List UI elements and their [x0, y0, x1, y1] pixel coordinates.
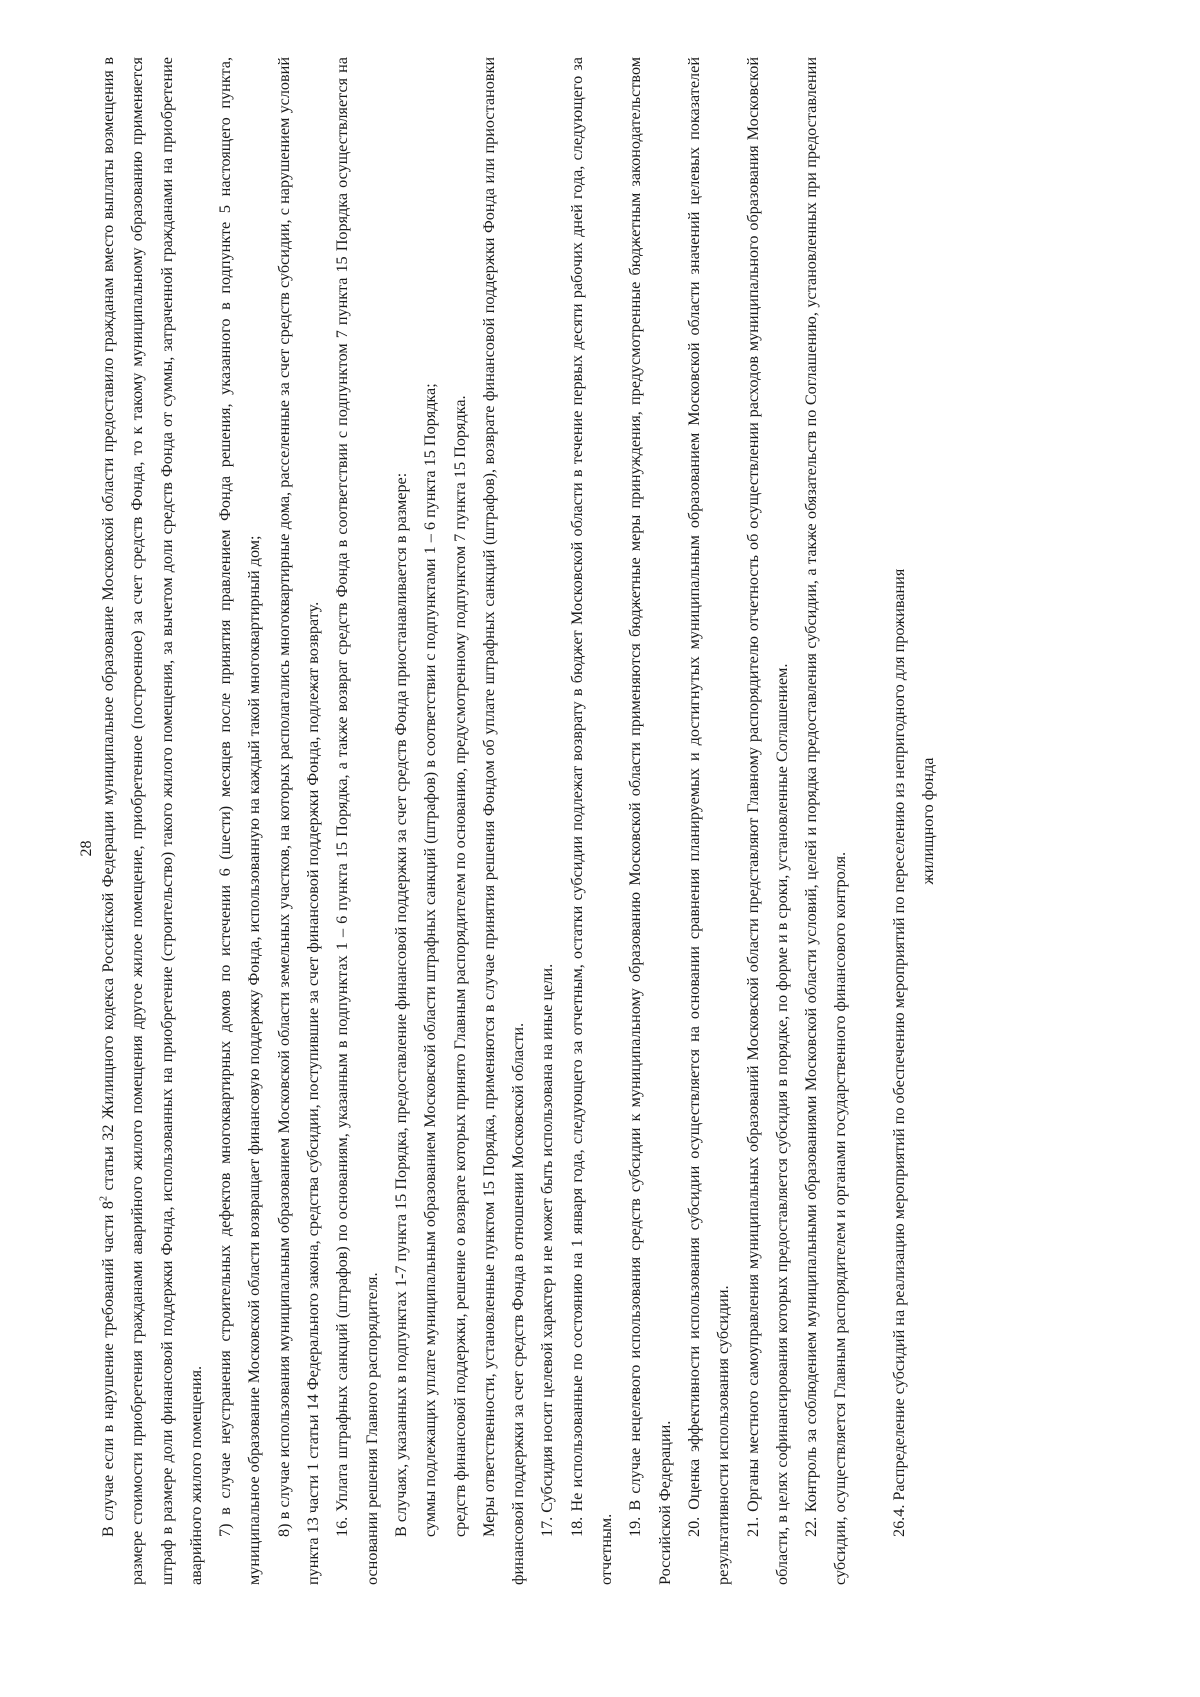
- paragraph-liability-measures: Меры ответственности, установленные пунктом 15 Порядка, применяются в случае принятия решения Фондом об уплате штрафных санкций (штрафов), возврате финансовой поддержки Фонда или приостановки финансовой поддержки за счет средств Фонда в отношении Московской области.: [479, 57, 528, 1585]
- paragraph-16: 16. Уплата штрафных санкций (штрафов) по основаниям, указанным в подпунктах 1 – 6 пункта 15 Порядка, а также возврат средств Фонда в соответствии с подпунктом 7 пункта 15 Порядка осуществляется на основании решения Главного распорядителя.: [333, 57, 381, 1585]
- page-number: 28: [78, 840, 95, 857]
- paragraph-17: 17. Субсидия носит целевой характер и не может быть использована на иные цели.: [538, 963, 557, 1537]
- superscript-2: 2: [98, 1196, 110, 1201]
- paragraph-suspension: В случаях, указанных в подпунктах 1-7 пункта 15 Порядка, предоставление финансовой поддержки за счет средств Фонда приостанавливается в размере:: [391, 472, 410, 1537]
- paragraph-22: 22. Контроль за соблюдением муниципальными образованиями Московской области условий, целей и порядка предоставления субсидии, а также обязательств по Соглашению, установленных при предоставлении субсидии, осуществляется Главным распорядителем и органами государственного финансового контроля.: [802, 57, 850, 1585]
- paragraph-21: 21. Органы местного самоуправления муниципальных образований Московской области представляют Главному распорядителю отчетность об осуществлении расходов муниципального образования Московской области, в целях софинансирования которых предоставляется субсидия в порядке, по форме и в сроки, установленные Соглашением.: [743, 57, 791, 1585]
- section-heading-26-4: 26.4. Распределение субсидий на реализацию мероприятий по обеспечению мероприятий по переселению из непригодного для проживания: [889, 568, 908, 1537]
- paragraph-20: 20. Оценка эффективности использования субсидии осуществляется на основании сравнения планируемых и достигнутых муниципальным образованием Московской области значений целевых показателей результативности использования субсидии.: [684, 57, 733, 1585]
- section-heading-26-4-continued: жилищного фонда: [919, 757, 938, 885]
- paragraph-item-8: 8) в случае использования муниципальным образованием Московской области земельных участков, на которых располагались многоквартирные дома, расселенные за счет средств субсидии, с нарушением условий пункта 13 части 1 статьи 14 Федерального закона, средства субсидии, поступившие за счет финансовой поддержки Фонда, подлежат возврату.: [274, 57, 323, 1585]
- paragraph-18: 18. Не использованные по состоянию на 1 января года, следующего за отчетным, остатки субсидии подлежат возврату в бюджет Московской области в течение первых десяти рабочих дней года, следующего за отчетным.: [567, 57, 616, 1585]
- paragraph-19: 19. В случае нецелевого использования средств субсидии к муниципальному образованию Московской области применяются бюджетные меры принуждения, предусмотренные бюджетным законодательством Российской Федерации.: [626, 57, 674, 1585]
- paragraph-penalty-housing: В случае если в нарушение требований части $8^2$ статьи 32 Жилищного кодекса Российской Федерации муниципальное образование Московской области предоставило гражданам вместо выплаты возмещения в размере стоимости приобретения гражданами аварийного жилого помещения другое жилое помещение, приобретенное (построенное) за счет средств Фонда, то к такому муниципальному образованию применяется штраф в размере доли финансовой поддержки Фонда, использованных на приобретение (строительство) такого жилого помещения, за вычетом доли средств Фонда от суммы, затраченной гражданами на приобретение аварийного жилого помещения.: [98, 57, 205, 1585]
- paragraph-item-7: 7) в случае неустранения строительных дефектов многоквартирных домов по истечении 6 (шести) месяцев после принятия правлением Фонда решения, указанного в подпункте 5 настоящего пункта, муниципальное образование Московской области возвращает финансовую поддержку Фонда, использованную на каждый такой многоквартирный дом;: [216, 57, 264, 1585]
- paragraph-penalty-sums: суммы подлежащих уплате муниципальным образованием Московской области штрафных санкций (штрафов) в соответствии с подпунктами 1 – 6 пункта 15 Порядка;: [421, 383, 440, 1537]
- document-body: [94, 57, 943, 1585]
- paragraph-support-funds: средств финансовой поддержки, решение о возврате которых принято Главным распорядителем по основанию, предусмотренному подпунктом 7 пункта 15 Порядка.: [450, 395, 469, 1537]
